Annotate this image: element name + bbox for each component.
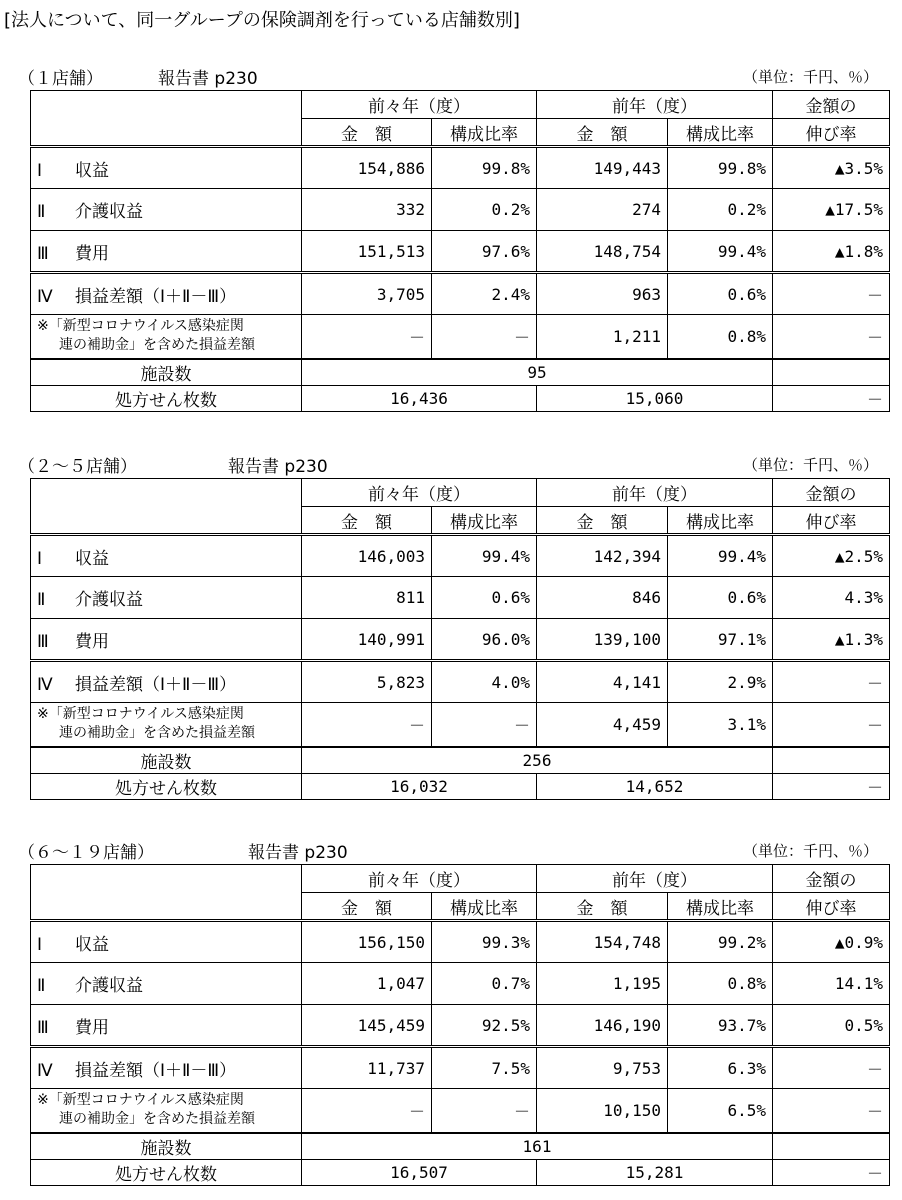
row-label <box>31 619 302 661</box>
facilities-count: 95 <box>302 359 773 386</box>
growth-rate: － <box>773 273 890 315</box>
prev-amount: 146,190 <box>537 1005 668 1047</box>
row-label-text: 収益 <box>75 160 109 181</box>
prev-amount: 4,141 <box>537 661 668 703</box>
section-label: （２～５店舗） <box>18 457 137 477</box>
row-label-text: 費用 <box>75 1017 109 1038</box>
prev-prescriptions: 15,281 <box>537 1159 773 1185</box>
prev-ratio: 99.2% <box>668 921 773 963</box>
prev-ratio: 2.9% <box>668 661 773 703</box>
prev-amount: 149,443 <box>537 147 668 189</box>
prescriptions-growth: － <box>773 773 890 799</box>
header-amount: 金 額 <box>537 507 668 535</box>
header-prev-year: 前年（度） <box>537 479 773 507</box>
row-cost <box>31 619 890 661</box>
facilities-label: 施設数 <box>31 1133 302 1160</box>
prev-prev-ratio: 2.4% <box>432 273 537 315</box>
header-amount: 金 額 <box>302 507 432 535</box>
header-ratio: 構成比率 <box>432 507 537 535</box>
page-title: [法人について、同一グループの保険調剤を行っている店舗数別] <box>4 10 520 31</box>
roman-numeral: Ⅱ <box>37 590 46 610</box>
row-label-text: 損益差額（Ⅰ＋Ⅱ－Ⅲ） <box>75 1060 237 1081</box>
header-ratio: 構成比率 <box>432 893 537 921</box>
row-label <box>31 273 302 315</box>
growth-rate: ▲1.8% <box>773 231 890 273</box>
prev-ratio: 93.7% <box>668 1005 773 1047</box>
prev-amount: 963 <box>537 273 668 315</box>
growth-rate: 14.1% <box>773 963 890 1005</box>
prev-amount: 4,459 <box>537 703 668 747</box>
growth-rate: － <box>773 1089 890 1133</box>
covid-note-label <box>31 703 302 747</box>
header-amount: 金 額 <box>537 893 668 921</box>
prev-prev-prescriptions: 16,436 <box>302 385 537 411</box>
prev-prescriptions: 14,652 <box>537 773 773 799</box>
facilities-growth-blank <box>773 359 890 386</box>
prev-amount: 142,394 <box>537 535 668 577</box>
growth-rate: 4.3% <box>773 577 890 619</box>
facilities-growth-blank <box>773 1133 890 1160</box>
row-facilities <box>31 747 890 774</box>
prev-amount: 148,754 <box>537 231 668 273</box>
prev-ratio: 0.8% <box>668 315 773 359</box>
prev-prev-amount: 145,459 <box>302 1005 432 1047</box>
roman-numeral: Ⅰ <box>37 934 43 955</box>
growth-rate: 0.5% <box>773 1005 890 1047</box>
prev-ratio: 3.1% <box>668 703 773 747</box>
row-label-text: 介護収益 <box>75 202 143 222</box>
prev-prev-ratio: 97.6% <box>432 231 537 273</box>
prev-amount: 274 <box>537 189 668 231</box>
header-prev-prev-year: 前々年（度） <box>302 865 537 893</box>
row-prescriptions <box>31 385 890 411</box>
row-label-text: 介護収益 <box>75 590 143 610</box>
roman-numeral: Ⅳ <box>37 1060 53 1081</box>
header-blank-cell <box>31 865 302 921</box>
prescriptions-growth: － <box>773 1159 890 1185</box>
prev-prev-amount: － <box>302 703 432 747</box>
prev-prev-prescriptions: 16,507 <box>302 1159 537 1185</box>
covid-note-line-2: 連の補助金」を含めた損益差額 <box>59 337 255 354</box>
header-amount: 金 額 <box>302 893 432 921</box>
prev-ratio: 6.5% <box>668 1089 773 1133</box>
covid-note-line-1: ※「新型コロナウイルス感染症関 <box>37 318 244 335</box>
row-label-text: 損益差額（Ⅰ＋Ⅱ－Ⅲ） <box>75 674 237 695</box>
row-label-text: 介護収益 <box>75 976 143 996</box>
prev-ratio: 0.2% <box>668 189 773 231</box>
prescriptions-label: 処方せん枚数 <box>31 385 302 411</box>
roman-numeral: Ⅲ <box>37 243 49 264</box>
covid-note-label <box>31 315 302 359</box>
roman-numeral: Ⅰ <box>37 160 43 181</box>
prev-amount: 9,753 <box>537 1047 668 1089</box>
roman-numeral: Ⅳ <box>37 674 53 695</box>
unit-note: （単位：千円、％） <box>742 842 878 860</box>
prev-ratio: 0.8% <box>668 963 773 1005</box>
prev-prev-amount: 811 <box>302 577 432 619</box>
row-label <box>31 1005 302 1047</box>
header-ratio: 構成比率 <box>668 119 773 147</box>
prev-prev-amount: 5,823 <box>302 661 432 703</box>
header-prev-prev-year: 前々年（度） <box>302 91 537 119</box>
report-reference: 報告書 p230 <box>158 69 258 89</box>
row-profit-difference <box>31 661 890 703</box>
row-cost <box>31 231 890 273</box>
facilities-label: 施設数 <box>31 747 302 774</box>
roman-numeral: Ⅳ <box>37 286 53 307</box>
row-facilities <box>31 359 890 386</box>
growth-rate: － <box>773 1047 890 1089</box>
section-label: （１店舗） <box>18 69 103 89</box>
prev-prev-amount: － <box>302 1089 432 1133</box>
covid-note-line-1: ※「新型コロナウイルス感染症関 <box>37 1092 244 1109</box>
row-revenue <box>31 921 890 963</box>
prev-prev-ratio: 4.0% <box>432 661 537 703</box>
prev-prev-amount: 1,047 <box>302 963 432 1005</box>
prev-prev-amount: － <box>302 315 432 359</box>
prev-amount: 139,100 <box>537 619 668 661</box>
header-row-top <box>31 865 890 893</box>
row-label <box>31 963 302 1005</box>
prev-prev-amount: 140,991 <box>302 619 432 661</box>
row-profit-difference <box>31 1047 890 1089</box>
header-amount: 金 額 <box>302 119 432 147</box>
row-revenue <box>31 535 890 577</box>
prev-ratio: 99.4% <box>668 231 773 273</box>
prev-prev-ratio: 0.7% <box>432 963 537 1005</box>
growth-rate: － <box>773 703 890 747</box>
header-amount: 金 額 <box>537 119 668 147</box>
prev-prev-ratio: 0.6% <box>432 577 537 619</box>
covid-note-line-2: 連の補助金」を含めた損益差額 <box>59 1111 255 1128</box>
covid-note-label <box>31 1089 302 1133</box>
prev-prev-ratio: 96.0% <box>432 619 537 661</box>
prev-ratio: 0.6% <box>668 273 773 315</box>
row-care-revenue <box>31 963 890 1005</box>
header-growth-2: 伸び率 <box>773 893 890 921</box>
growth-rate: ▲3.5% <box>773 147 890 189</box>
prev-prev-ratio: － <box>432 703 537 747</box>
prev-ratio: 97.1% <box>668 619 773 661</box>
prev-prev-ratio: 92.5% <box>432 1005 537 1047</box>
prev-prev-ratio: － <box>432 1089 537 1133</box>
store-count-section <box>0 452 902 799</box>
growth-rate: － <box>773 661 890 703</box>
prev-prev-amount: 151,513 <box>302 231 432 273</box>
prev-prev-amount: 146,003 <box>302 535 432 577</box>
report-reference: 報告書 p230 <box>248 843 348 863</box>
row-label <box>31 1047 302 1089</box>
roman-numeral: Ⅱ <box>37 202 46 222</box>
row-prescriptions <box>31 773 890 799</box>
row-care-revenue <box>31 577 890 619</box>
row-label <box>31 231 302 273</box>
covid-note-line-2: 連の補助金」を含めた損益差額 <box>59 725 255 742</box>
row-covid-subsidy-difference <box>31 315 890 359</box>
covid-note-line-1: ※「新型コロナウイルス感染症関 <box>37 706 244 723</box>
header-growth-1: 金額の <box>773 91 890 119</box>
header-growth-2: 伸び率 <box>773 507 890 535</box>
prescriptions-label: 処方せん枚数 <box>31 1159 302 1185</box>
prev-prev-ratio: － <box>432 315 537 359</box>
row-label-text: 収益 <box>75 548 109 569</box>
store-count-section <box>0 838 902 1185</box>
row-label <box>31 535 302 577</box>
prescriptions-growth: － <box>773 385 890 411</box>
header-row-top <box>31 91 890 119</box>
roman-numeral: Ⅲ <box>37 631 49 652</box>
header-growth-1: 金額の <box>773 865 890 893</box>
row-prescriptions <box>31 1159 890 1185</box>
section-header <box>0 838 902 864</box>
header-blank-cell <box>31 91 302 147</box>
prev-amount: 1,195 <box>537 963 668 1005</box>
prev-prev-prescriptions: 16,032 <box>302 773 537 799</box>
section-header <box>0 452 902 478</box>
growth-rate: ▲0.9% <box>773 921 890 963</box>
row-label-text: 損益差額（Ⅰ＋Ⅱ－Ⅲ） <box>75 286 237 307</box>
header-prev-year: 前年（度） <box>537 865 773 893</box>
prev-ratio: 99.4% <box>668 535 773 577</box>
header-prev-year: 前年（度） <box>537 91 773 119</box>
row-label <box>31 189 302 231</box>
header-growth-1: 金額の <box>773 479 890 507</box>
row-covid-subsidy-difference <box>31 703 890 747</box>
prev-prev-ratio: 99.8% <box>432 147 537 189</box>
prev-prev-amount: 154,886 <box>302 147 432 189</box>
row-label-text: 費用 <box>75 243 109 264</box>
financial-table <box>30 90 890 412</box>
row-label <box>31 921 302 963</box>
row-profit-difference <box>31 273 890 315</box>
header-ratio: 構成比率 <box>668 507 773 535</box>
unit-note: （単位：千円、％） <box>742 456 878 474</box>
prev-prescriptions: 15,060 <box>537 385 773 411</box>
row-label <box>31 577 302 619</box>
facilities-growth-blank <box>773 747 890 774</box>
prev-ratio: 99.8% <box>668 147 773 189</box>
header-blank-cell <box>31 479 302 535</box>
store-count-section <box>0 64 902 411</box>
prev-ratio: 6.3% <box>668 1047 773 1089</box>
growth-rate: ▲17.5% <box>773 189 890 231</box>
prev-prev-ratio: 0.2% <box>432 189 537 231</box>
facilities-count: 256 <box>302 747 773 774</box>
row-label <box>31 661 302 703</box>
prev-prev-amount: 3,705 <box>302 273 432 315</box>
row-covid-subsidy-difference <box>31 1089 890 1133</box>
facilities-count: 161 <box>302 1133 773 1160</box>
header-ratio: 構成比率 <box>432 119 537 147</box>
section-label: （６～１９店舗） <box>18 843 154 863</box>
prev-prev-ratio: 7.5% <box>432 1047 537 1089</box>
row-cost <box>31 1005 890 1047</box>
growth-rate: ▲2.5% <box>773 535 890 577</box>
header-prev-prev-year: 前々年（度） <box>302 479 537 507</box>
prescriptions-label: 処方せん枚数 <box>31 773 302 799</box>
prev-ratio: 0.6% <box>668 577 773 619</box>
financial-table <box>30 478 890 800</box>
prev-prev-amount: 156,150 <box>302 921 432 963</box>
prev-amount: 846 <box>537 577 668 619</box>
growth-rate: － <box>773 315 890 359</box>
prev-prev-ratio: 99.3% <box>432 921 537 963</box>
growth-rate: ▲1.3% <box>773 619 890 661</box>
header-ratio: 構成比率 <box>668 893 773 921</box>
row-revenue <box>31 147 890 189</box>
prev-amount: 154,748 <box>537 921 668 963</box>
prev-amount: 1,211 <box>537 315 668 359</box>
prev-prev-amount: 11,737 <box>302 1047 432 1089</box>
roman-numeral: Ⅱ <box>37 976 46 996</box>
roman-numeral: Ⅰ <box>37 548 43 569</box>
row-label <box>31 147 302 189</box>
header-growth-2: 伸び率 <box>773 119 890 147</box>
report-reference: 報告書 p230 <box>228 457 328 477</box>
row-care-revenue <box>31 189 890 231</box>
unit-note: （単位：千円、％） <box>742 68 878 86</box>
roman-numeral: Ⅲ <box>37 1017 49 1038</box>
section-header <box>0 64 902 90</box>
row-label-text: 収益 <box>75 934 109 955</box>
financial-table <box>30 864 890 1186</box>
header-row-top <box>31 479 890 507</box>
row-label-text: 費用 <box>75 631 109 652</box>
facilities-label: 施設数 <box>31 359 302 386</box>
row-facilities <box>31 1133 890 1160</box>
prev-amount: 10,150 <box>537 1089 668 1133</box>
prev-prev-ratio: 99.4% <box>432 535 537 577</box>
prev-prev-amount: 332 <box>302 189 432 231</box>
